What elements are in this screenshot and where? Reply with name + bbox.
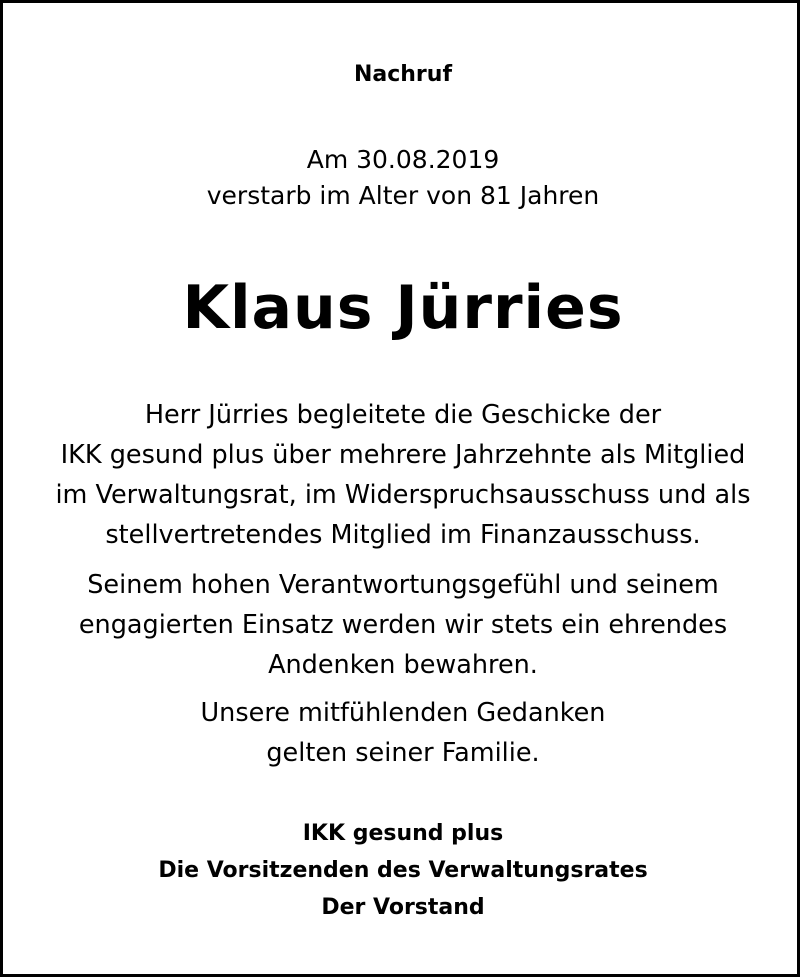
signature-executive-board: Der Vorstand: [321, 895, 485, 920]
tribute-paragraph-service: [6, 395, 800, 555]
tribute-paragraph-condolence: [6, 693, 800, 773]
signature-board-chairs: Die Vorsitzenden des Verwaltungsrates: [158, 858, 648, 883]
obituary-heading: Nachruf: [353, 62, 453, 87]
tribute-line: engagierten Einsatz werden wir stets ein ehrendes: [78, 610, 728, 640]
tribute-line: stellvertretendes Mitglied im Finanzausschuss.: [105, 520, 701, 550]
tribute-paragraph-remembrance: [6, 565, 800, 685]
tribute-line: Herr Jürries begleitete die Geschicke der: [144, 400, 662, 430]
tribute-line: im Verwaltungsrat, im Widerspruchsausschuss und als: [55, 480, 751, 510]
tribute-line: IKK gesund plus über mehrere Jahrzehnte als Mitglied: [60, 440, 746, 470]
death-info: [6, 142, 800, 214]
death-date: Am 30.08.2019: [306, 145, 500, 174]
signature-organization: IKK gesund plus: [302, 821, 504, 846]
tribute-line: gelten seiner Familie.: [266, 738, 540, 768]
obituary-content: [6, 6, 800, 977]
death-age: verstarb im Alter von 81 Jahren: [206, 181, 600, 210]
tribute-line: Seinem hohen Verantwortungsgefühl und seinem: [87, 570, 719, 600]
tribute-line: Andenken bewahren.: [268, 650, 538, 680]
tribute-line: Unsere mitfühlenden Gedanken: [200, 698, 606, 728]
signature-block: [6, 815, 800, 926]
deceased-name: Klaus Jürries: [182, 273, 624, 343]
